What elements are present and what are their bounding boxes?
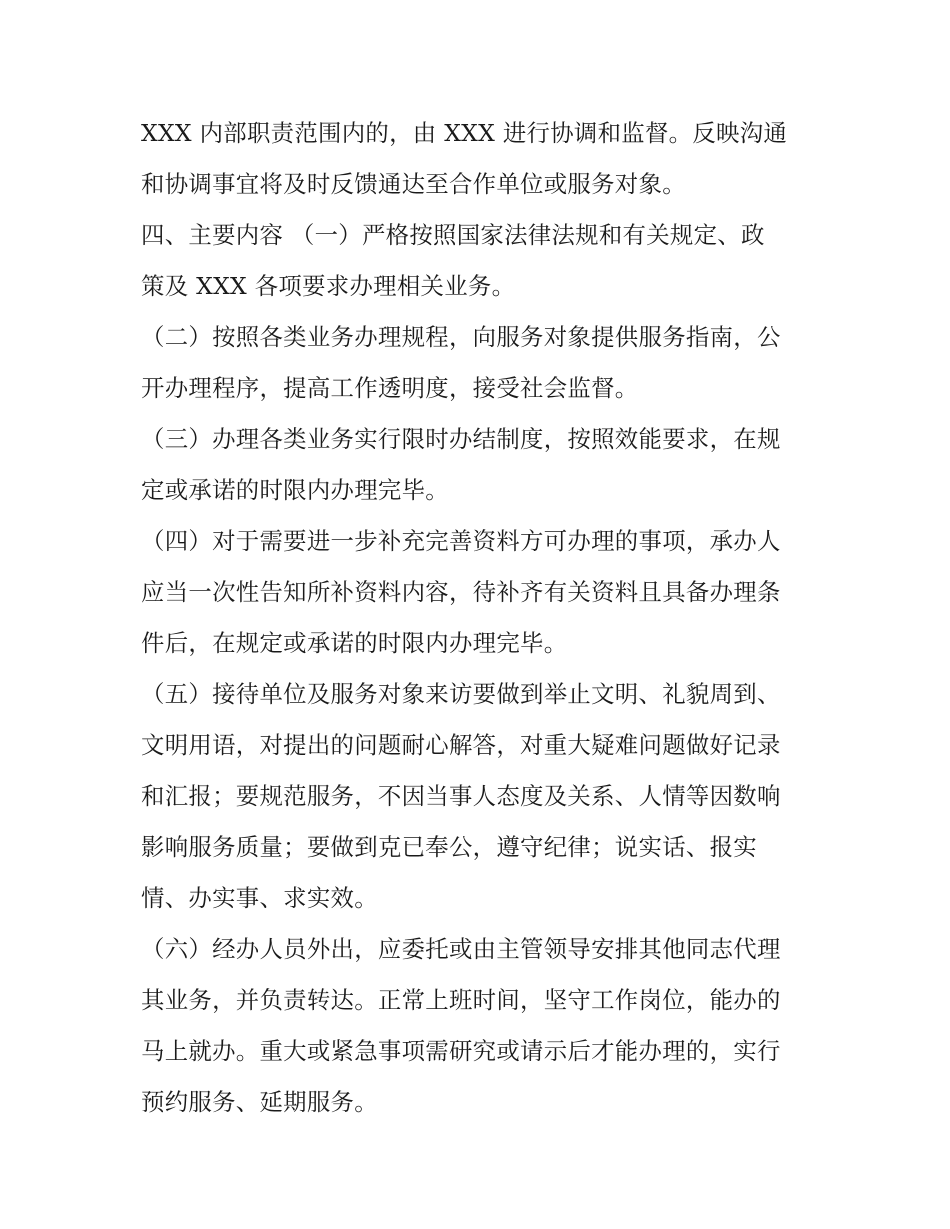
text-line: （二）按照各类业务办理规程，向服务对象提供服务指南，公 <box>141 323 781 351</box>
section-heading-line: 四、主要内容 （一）严格按照国家法律法规和有关规定、政 <box>141 221 765 249</box>
text-line: 影响服务质量；要做到克已奉公，遵守纪律；说实话、报实 <box>141 833 757 861</box>
text-line: XXX 内部职责范围内的，由 XXX 进行协调和监督。反映沟通 <box>141 119 788 147</box>
text-line: 情、办实事、求实效。 <box>141 884 378 912</box>
text-line: 应当一次性告知所补资料内容，待补齐有关资料且具备办理条 <box>141 578 781 606</box>
text-line: 其业务，并负责转达。正常上班时间，坚守工作岗位，能办的 <box>141 986 781 1014</box>
text-line: 策及 XXX 各项要求办理相关业务。 <box>141 272 516 300</box>
text-line: 开办理程序，提高工作透明度，接受社会监督。 <box>141 374 639 402</box>
text-line: 件后，在规定或承诺的时限内办理完毕。 <box>141 629 568 657</box>
text-line: （四）对于需要进一步补充完善资料方可办理的事项，承办人 <box>141 527 781 555</box>
text-line: 预约服务、延期服务。 <box>141 1088 378 1116</box>
text-line: 马上就办。重大或紧急事项需研究或请示后才能办理的，实行 <box>141 1037 781 1065</box>
document-body <box>141 108 821 1128</box>
text-line: 和协调事宜将及时反馈通达至合作单位或服务对象。 <box>141 170 686 198</box>
text-line: （三）办理各类业务实行限时办结制度，按照效能要求，在规 <box>141 425 781 453</box>
text-line: 文明用语，对提出的问题耐心解答，对重大疑难问题做好记录 <box>141 731 781 759</box>
text-line: 和汇报；要规范服务，不因当事人态度及关系、人情等因数响 <box>141 782 781 810</box>
text-line: 定或承诺的时限内办理完毕。 <box>141 476 449 504</box>
text-line: （六）经办人员外出，应委托或由主管领导安排其他同志代理 <box>141 935 781 963</box>
text-line: （五）接待单位及服务对象来访要做到举止文明、礼貌周到、 <box>141 680 781 708</box>
